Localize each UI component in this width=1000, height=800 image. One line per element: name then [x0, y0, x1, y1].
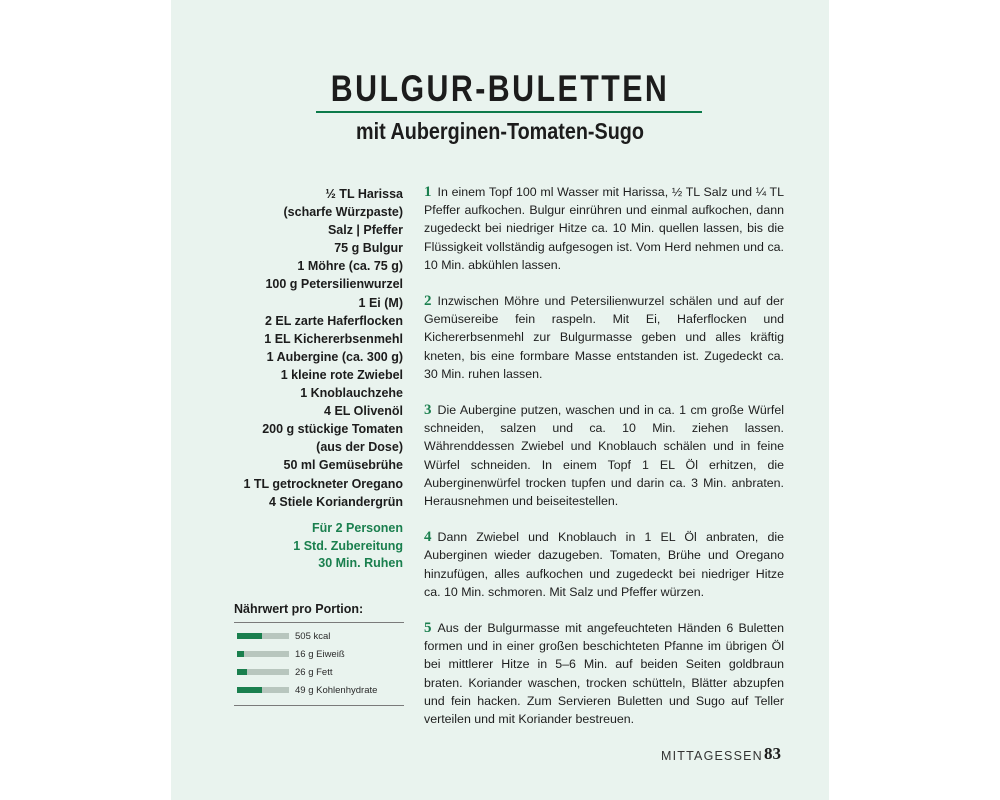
- ingredient-item: 4 Stiele Koriandergrün: [268, 494, 403, 509]
- nutrition-bar-fill: [237, 633, 262, 639]
- section-label: MITTAGESSEN: [661, 749, 763, 763]
- nutrition-bar: [237, 651, 289, 657]
- nutrition-label: 505 kcal: [295, 630, 331, 642]
- nutrition-row-carbs: [237, 684, 377, 696]
- instruction-step: [424, 401, 784, 510]
- step-number: 4: [424, 529, 432, 546]
- rest-time-info: 30 Min. Ruhen: [318, 556, 403, 570]
- recipe-meta: [211, 520, 403, 573]
- nutrition-bar-fill: [237, 669, 247, 675]
- ingredient-list: [211, 185, 403, 511]
- nutrition-row-fat: [237, 666, 333, 678]
- recipe-page: [171, 0, 829, 800]
- ingredient-item: 75 g Bulgur: [334, 241, 403, 256]
- ingredient-item: 1 kleine rote Zwiebel: [280, 367, 403, 382]
- ingredient-item: 1 EL Kichererbsenmehl: [264, 331, 403, 346]
- step-text: In einem Topf 100 ml Wasser mit Harissa, ½ TL Salz und ¼ TL Pfeffer aufkochen. Bulgur einrühren und einmal aufkochen, dann zugedeckt bei niedriger Hitze ca. 10 Min. quellen lassen, bis die Flüssigkeit vollständig aufgesogen ist. Vom Herd nehmen und ca. 10 Min. abkühlen lassen.: [424, 185, 784, 272]
- instruction-step: [424, 619, 784, 728]
- ingredient-item: ½ TL Harissa: [325, 187, 403, 201]
- step-text: Die Aubergine putzen, waschen und in ca. 1 cm große Würfel schneiden, salzen und ca. 10 Min. ziehen lassen. Währenddessen Zwiebel und Knoblauch schälen und in feine Würfel schneiden. In einem Topf 1 EL Öl erhitzen, die Auberginenwürfel trocken tupfen und darin ca. 3 Min. anbraten. Herausnehmen und beiseitestellen.: [424, 403, 784, 509]
- ingredient-item: 100 g Petersilienwurzel: [265, 277, 403, 292]
- step-text: Aus der Bulgurmasse mit angefeuchteten Händen 6 Buletten formen und in einer großen beschichteten Pfanne im übrigen Öl bei mittlerer Hitze in 5–6 Min. auf beiden Seiten goldbraun braten. Koriander waschen, trocken schütteln, Blätter abzupfen und fein hacken. Zum Servieren Buletten und Sugo auf Teller verteilen und mit Koriander bestreuen.: [424, 621, 784, 727]
- ingredient-item: 200 g stückige Tomaten: [262, 422, 403, 437]
- ingredient-item: 1 TL getrockneter Oregano: [243, 476, 403, 491]
- ingredient-item: 2 EL zarte Haferflocken: [264, 313, 403, 328]
- step-number: 3: [424, 402, 432, 419]
- instruction-steps: [424, 183, 784, 746]
- nutrition-bar-fill: [237, 687, 262, 693]
- recipe-subtitle: mit Auberginen-Tomaten-Sugo: [356, 118, 644, 144]
- ingredient-item: (aus der Dose): [316, 440, 403, 455]
- nutrition-bar: [237, 687, 289, 693]
- ingredient-item: 1 Ei (M): [358, 295, 403, 310]
- nutrition-label: 16 g Eiweiß: [295, 648, 345, 660]
- nutrition-bar: [237, 633, 289, 639]
- instruction-step: [424, 292, 784, 383]
- nutrition-label: 49 g Kohlenhydrate: [295, 684, 378, 696]
- servings-info: Für 2 Personen: [312, 521, 403, 535]
- step-number: 2: [424, 293, 432, 310]
- instruction-step: [424, 183, 784, 274]
- step-number: 5: [424, 620, 432, 637]
- step-text: Inzwischen Möhre und Petersilienwurzel schälen und auf der Gemüsereibe fein raspeln. Mit Ei, Haferflocken und Kichererbsenmehl zur Bulgurmasse geben und alles kräftig kneten, bis eine formbare Masse entstanden ist. Zugedeckt ca. 30 Min. ruhen lassen.: [424, 294, 784, 381]
- nutrition-row-protein: [237, 648, 345, 660]
- recipe-title: BULGUR-BULETTEN: [330, 68, 670, 109]
- ingredient-item: Salz | Pfeffer: [327, 223, 403, 238]
- step-text: Dann Zwiebel und Knoblauch in 1 EL Öl anbraten, die Auberginen wieder dazugeben. Tomaten, Brühe und Oregano hinzufügen, alles aufkochen und zugedeckt bei niedriger Hitze ca. 10 Min. schmoren. Mit Salz und Pfeffer würzen.: [424, 530, 784, 599]
- nutrition-bar-fill: [237, 651, 244, 657]
- ingredient-item: (scharfe Würzpaste): [283, 205, 403, 220]
- nutrition-title: Nährwert pro Portion:: [234, 602, 364, 616]
- instruction-step: [424, 528, 784, 601]
- prep-time-info: 1 Std. Zubereitung: [293, 538, 403, 553]
- ingredient-item: 4 EL Olivenöl: [324, 404, 403, 419]
- nutrition-table: [234, 622, 404, 706]
- nutrition-bar: [237, 669, 289, 675]
- ingredient-item: 1 Aubergine (ca. 300 g): [266, 349, 403, 364]
- ingredient-item: 1 Knoblauchzehe: [300, 386, 403, 401]
- ingredient-item: 1 Möhre (ca. 75 g): [297, 259, 403, 274]
- title-divider: [316, 111, 702, 113]
- ingredient-item: 50 ml Gemüsebrühe: [283, 458, 403, 473]
- nutrition-row-kcal: [237, 630, 330, 642]
- step-number: 1: [424, 184, 432, 200]
- page-number: 83: [764, 744, 781, 763]
- nutrition-label: 26 g Fett: [295, 666, 333, 678]
